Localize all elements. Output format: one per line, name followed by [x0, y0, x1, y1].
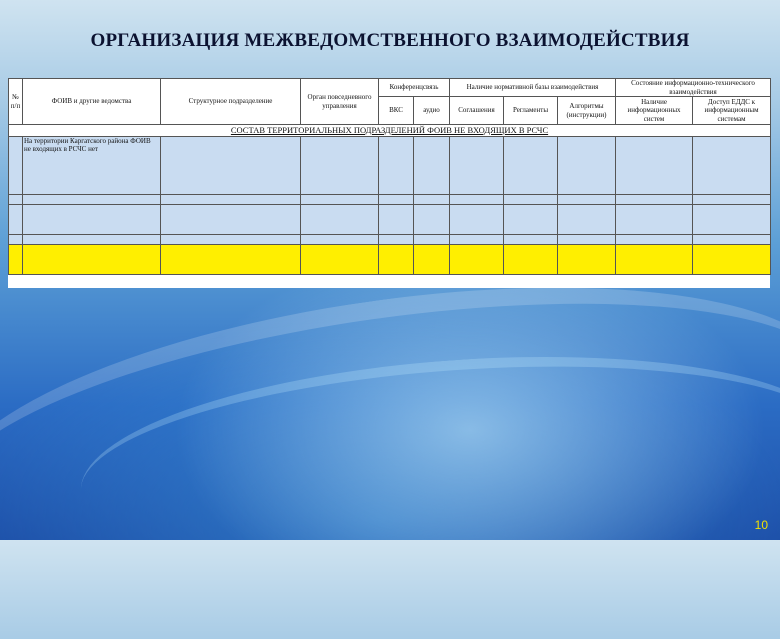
- header-audio: аудио: [414, 97, 450, 125]
- table-cell: [693, 235, 771, 245]
- section-title: СОСТАВ ТЕРРИТОРИАЛЬНЫХ ПОДРАЗДЕЛЕНИЙ ФОИВ НЕ ВХОДЯЩИХ В РСЧС: [9, 125, 771, 137]
- table-cell: [379, 195, 414, 205]
- table-cell: [161, 137, 301, 195]
- table-cell: [616, 137, 693, 195]
- table-cell: [379, 137, 414, 195]
- table-cell: [161, 195, 301, 205]
- table-cell: [450, 137, 504, 195]
- table-cell: [414, 137, 450, 195]
- table-cell: [616, 235, 693, 245]
- header-eds-access: Доступ ЕДДС к информационным системам: [693, 97, 771, 125]
- table-cell: [693, 137, 771, 195]
- table-cell: [616, 195, 693, 205]
- table-cell: [693, 205, 771, 235]
- table-cell: [558, 245, 616, 275]
- header-row-1: [9, 79, 771, 97]
- table-cell: [379, 235, 414, 245]
- header-normative-base: Наличие нормативной базы взаимодействия: [450, 79, 616, 97]
- table-cell: [23, 235, 161, 245]
- interagency-table: [8, 78, 771, 275]
- table-cell: [161, 205, 301, 235]
- table-cell: [558, 137, 616, 195]
- table-row: [9, 137, 771, 195]
- table-cell: [161, 235, 301, 245]
- table-cell: [616, 205, 693, 235]
- section-row: [9, 125, 771, 137]
- table-cell: [414, 195, 450, 205]
- table-cell: [693, 245, 771, 275]
- table-cell: [558, 195, 616, 205]
- table-cell: [23, 245, 161, 275]
- table-cell: [301, 195, 379, 205]
- table-cell: [23, 205, 161, 235]
- table-cell: [450, 235, 504, 245]
- header-conference: Конференцсвязь: [379, 79, 450, 97]
- table-cell: [450, 195, 504, 205]
- table-cell: [504, 195, 558, 205]
- table-cell: [504, 245, 558, 275]
- table-cell: [450, 205, 504, 235]
- table-cell: [9, 235, 23, 245]
- table-cell: [9, 137, 23, 195]
- table-cell: [616, 245, 693, 275]
- header-daily-management-body: Орган повседневного управления: [301, 79, 379, 125]
- header-agreements: Соглашения: [450, 97, 504, 125]
- table-cell: [414, 235, 450, 245]
- slide-title: ОРГАНИЗАЦИЯ МЕЖВЕДОМСТВЕННОГО ВЗАИМОДЕЙСТВИЯ: [90, 30, 690, 51]
- table-row: [9, 205, 771, 235]
- table-cell: [301, 205, 379, 235]
- table-cell: [558, 235, 616, 245]
- table-cell: [9, 245, 23, 275]
- table-cell: [301, 235, 379, 245]
- table-cell: [558, 205, 616, 235]
- table-cell: [9, 195, 23, 205]
- table-cell: [301, 137, 379, 195]
- table-cell: [23, 195, 161, 205]
- table-row: [9, 235, 771, 245]
- no-foiv-note: На территории Каргатского района ФОИВ не входящих в РСЧС нет: [23, 137, 161, 195]
- page-number: 10: [754, 518, 768, 532]
- table-cell: [414, 205, 450, 235]
- table-cell: [379, 245, 414, 275]
- header-num: № п/п: [9, 79, 23, 125]
- header-info-state: Состояние информационно-технического взаимодействия: [616, 79, 771, 97]
- total-row: [9, 245, 771, 275]
- header-algorithms: Алгоритмы (инструкции): [558, 97, 616, 125]
- table-cell: [161, 245, 301, 275]
- table-cell: [504, 235, 558, 245]
- table-cell: [379, 205, 414, 235]
- table-cell: [9, 205, 23, 235]
- table-cell: [504, 205, 558, 235]
- table-cell: [504, 137, 558, 195]
- table-cell: [414, 245, 450, 275]
- header-info-systems: Наличие информационных систем: [616, 97, 693, 125]
- table-cell: [693, 195, 771, 205]
- header-foiv: ФОИВ и другие ведомства: [23, 79, 161, 125]
- table-cell: [301, 245, 379, 275]
- table-row: [9, 195, 771, 205]
- header-regulations: Регламенты: [504, 97, 558, 125]
- header-structural-unit: Структурное подразделение: [161, 79, 301, 125]
- header-vks: ВКС: [379, 97, 414, 125]
- table-cell: [450, 245, 504, 275]
